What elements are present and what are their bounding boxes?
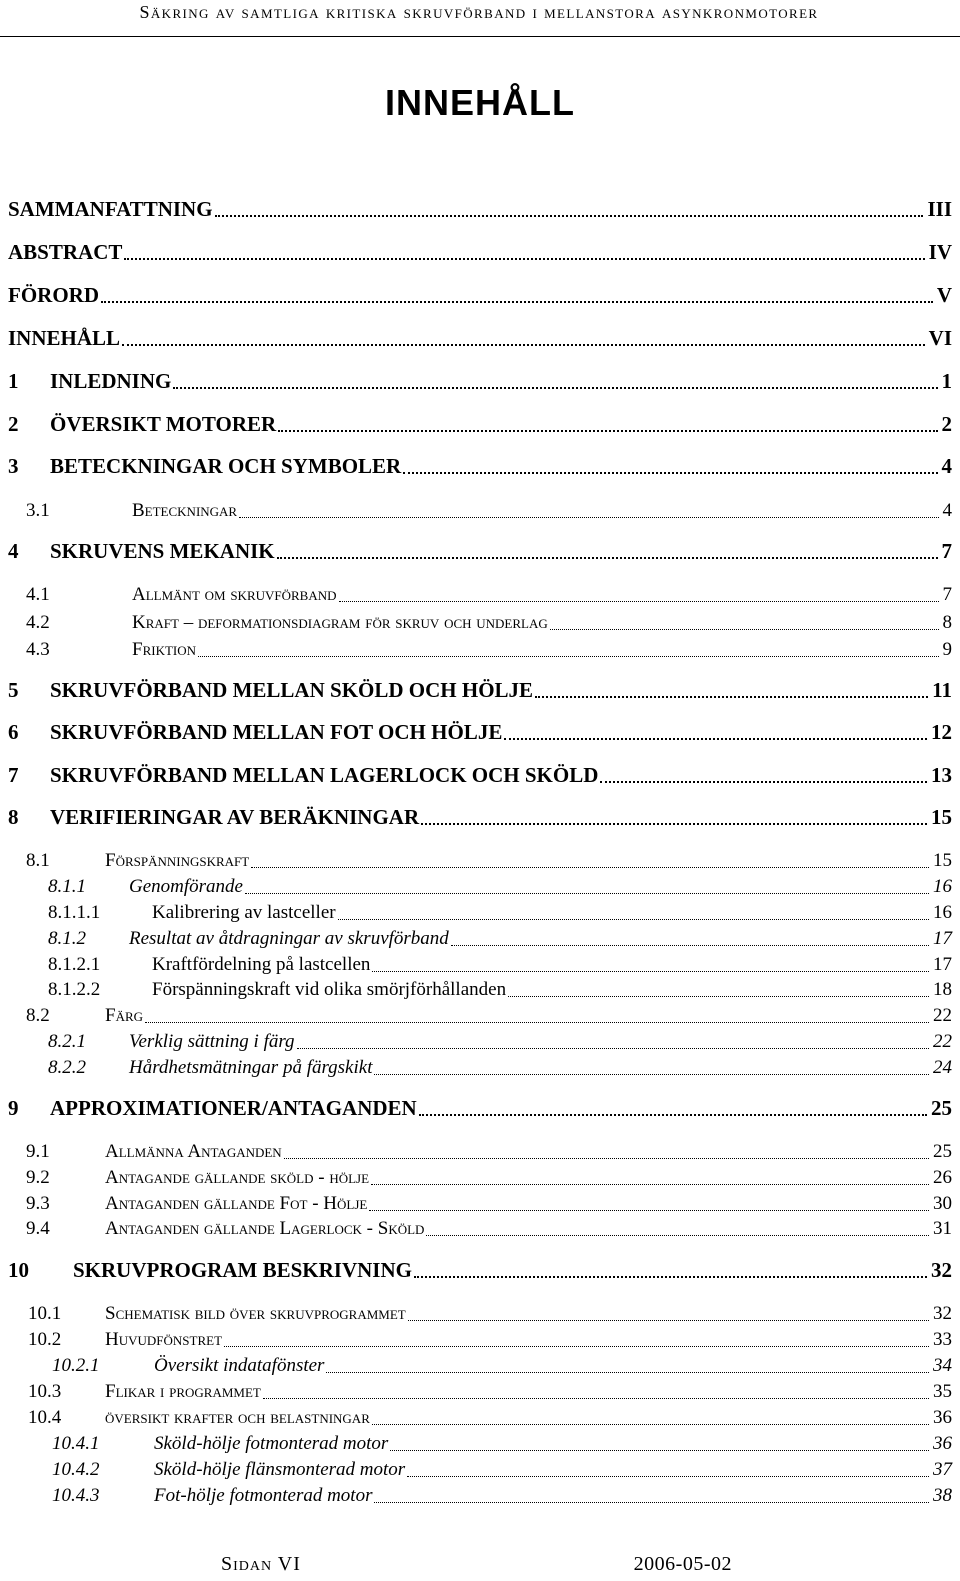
toc-entry-page: 15 <box>931 805 952 829</box>
toc-entry-number: 5 <box>8 678 19 702</box>
toc-entry-number: 8.1.2.1 <box>48 954 101 975</box>
toc-entry-page: 30 <box>933 1193 952 1214</box>
toc-entry[interactable] <box>0 951 960 977</box>
toc-entry-number: 6 <box>8 720 19 744</box>
toc-entry-number: 8.1.1.1 <box>48 902 101 923</box>
toc-leader-dots <box>198 656 939 657</box>
toc-entry-label: SKRUVENS MEKANIK <box>50 539 275 563</box>
toc-entry-label: Kraftfördelning på lastcellen <box>152 954 371 975</box>
toc-entry-label: Verklig sättning i färg <box>129 1031 295 1052</box>
toc-entry-label: Beteckningar <box>132 500 238 521</box>
toc-entry-page: VI <box>928 326 952 350</box>
toc-entry-label: Antagande gällande sköld - hölje <box>105 1167 370 1188</box>
toc-entry[interactable] <box>0 1258 960 1284</box>
toc-leader-dots <box>239 517 939 518</box>
toc-entry[interactable] <box>0 283 960 309</box>
toc-entry[interactable] <box>0 1378 960 1404</box>
toc-entry-number: 8 <box>8 805 19 829</box>
toc-entry-label: Flikar i programmet <box>105 1381 261 1402</box>
toc-entry[interactable] <box>0 326 960 352</box>
toc-entry-number: 10.3 <box>28 1381 62 1402</box>
toc-entry-label: Schematisk bild över skruvprogrammet <box>105 1303 406 1324</box>
toc-entry-label: Genomförande <box>129 876 243 897</box>
toc-entry-number: 10.4.1 <box>52 1433 100 1454</box>
toc-entry-number: 8.1 <box>26 850 50 871</box>
toc-entry-page: 2 <box>941 412 952 436</box>
toc-entry-page: 1 <box>941 369 952 393</box>
toc-entry-page: 13 <box>931 763 952 787</box>
toc-leader-dots <box>419 1114 927 1116</box>
toc-leader-dots <box>263 1398 929 1399</box>
toc-leader-dots <box>122 344 925 346</box>
toc-entry[interactable] <box>0 1190 960 1216</box>
toc-entry[interactable] <box>0 197 960 223</box>
toc-entry[interactable] <box>0 609 960 635</box>
toc-entry[interactable] <box>0 1300 960 1326</box>
toc-entry-page: 36 <box>933 1433 952 1454</box>
toc-entry-label: Kalibrering av lastceller <box>152 902 336 923</box>
toc-leader-dots <box>251 867 929 868</box>
toc-leader-dots <box>374 1074 929 1075</box>
toc-entry[interactable] <box>0 1002 960 1028</box>
toc-entry-page: 26 <box>933 1167 952 1188</box>
toc-entry-label: SKRUVFÖRBAND MELLAN FOT OCH HÖLJE <box>50 720 503 744</box>
toc-leader-dots <box>215 215 923 217</box>
toc-entry-number: 8.1.1 <box>48 876 86 897</box>
toc-entry-label: Allmänt om skruvförband <box>132 584 337 605</box>
toc-leader-dots <box>414 1276 927 1278</box>
toc-entry-label: ABSTRACT <box>8 240 123 264</box>
toc-entry-page: 32 <box>931 1258 952 1282</box>
running-header: Säkring av samtliga kritiska skruvförband i mellanstora asynkronmotorer <box>139 2 819 22</box>
toc-entry-label: APPROXIMATIONER/ANTAGANDEN <box>50 1096 417 1120</box>
toc-entry-page: IV <box>928 240 952 264</box>
toc-leader-dots <box>372 971 929 972</box>
toc-entry[interactable] <box>0 412 960 438</box>
toc-entry-label: Förspänningskraft vid olika smörjförhållanden <box>152 979 507 1000</box>
toc-entry-page: 11 <box>932 678 952 702</box>
toc-entry-page: 24 <box>933 1057 952 1078</box>
toc-entry-page: 37 <box>933 1459 952 1480</box>
toc-entry-number: 9.1 <box>26 1141 50 1162</box>
toc-entry-page: 7 <box>941 539 952 563</box>
toc-entry-page: 16 <box>933 876 952 897</box>
toc-entry-number: 9.3 <box>26 1193 50 1214</box>
toc-entry[interactable] <box>0 636 960 662</box>
toc-entry-page: 22 <box>933 1005 952 1026</box>
toc-entry-page: 15 <box>933 850 952 871</box>
toc-entry-page: 9 <box>942 639 952 660</box>
toc-entry-page: 16 <box>933 902 952 923</box>
toc-entry-label: Färg <box>105 1005 144 1026</box>
toc-leader-dots <box>173 387 938 389</box>
toc-entry-label: Sköld-hölje flänsmonterad motor <box>154 1459 406 1480</box>
toc-entry-page: 17 <box>933 928 952 949</box>
toc-entry[interactable] <box>0 1404 960 1430</box>
toc-entry-label: SAMMANFATTNING <box>8 197 213 221</box>
toc-leader-dots <box>145 1022 929 1023</box>
toc-entry-label: FÖRORD <box>8 283 99 307</box>
toc-entry-label: Fot-hölje fotmonterad motor <box>154 1485 373 1506</box>
toc-entry[interactable] <box>0 1352 960 1378</box>
toc-entry[interactable] <box>0 763 960 789</box>
toc-leader-dots <box>408 1320 929 1321</box>
toc-entry-page: 25 <box>931 1096 952 1120</box>
toc-leader-dots <box>426 1235 929 1236</box>
toc-entry-label: Allmänna Antaganden <box>105 1141 282 1162</box>
toc-leader-dots <box>338 919 929 920</box>
toc-entry-page: 33 <box>933 1329 952 1350</box>
toc-entry[interactable] <box>0 1482 960 1508</box>
toc-entry-number: 10.4.2 <box>52 1459 100 1480</box>
toc-entry-page: 12 <box>931 720 952 744</box>
toc-entry-label: Huvudfönstret <box>105 1329 223 1350</box>
footer-date: 2006-05-02 <box>633 1553 732 1575</box>
toc-leader-dots <box>224 1346 929 1347</box>
toc-entry-page: 25 <box>933 1141 952 1162</box>
toc-entry-label: SKRUVPROGRAM BESKRIVNING <box>73 1258 412 1282</box>
toc-entry[interactable] <box>0 581 960 607</box>
toc-leader-dots <box>407 1476 929 1477</box>
toc-entry-label: VERIFIERINGAR AV BERÄKNINGAR <box>50 805 420 829</box>
toc-entry[interactable] <box>0 539 960 565</box>
toc-leader-dots <box>369 1210 929 1211</box>
toc-entry-label: Hårdhetsmätningar på färgskikt <box>129 1057 373 1078</box>
toc-entry-number: 10.1 <box>28 1303 62 1324</box>
toc-entry-number: 2 <box>8 412 19 436</box>
toc-entry[interactable] <box>0 1054 960 1080</box>
toc-entry[interactable] <box>0 873 960 899</box>
toc-leader-dots <box>371 1184 929 1185</box>
toc-entry-page: 34 <box>933 1355 952 1376</box>
toc-leader-dots <box>504 738 927 740</box>
toc-entry[interactable] <box>0 240 960 266</box>
toc-entry-number: 4.1 <box>26 584 50 605</box>
toc-entry-number: 9.2 <box>26 1167 50 1188</box>
toc-leader-dots <box>374 1502 929 1503</box>
toc-entry-label: SKRUVFÖRBAND MELLAN LAGERLOCK OCH SKÖLD <box>50 763 599 787</box>
toc-entry-label: INLEDNING <box>50 369 172 393</box>
toc-entry[interactable] <box>0 454 960 480</box>
toc-leader-dots <box>372 1424 929 1425</box>
toc-entry[interactable] <box>0 720 960 746</box>
page-title: INNEHÅLL <box>385 82 575 123</box>
toc-entry-number: 10.4 <box>28 1407 62 1428</box>
toc-entry-label: SKRUVFÖRBAND MELLAN SKÖLD OCH HÖLJE <box>50 678 534 702</box>
toc-leader-dots <box>535 696 928 698</box>
toc-entry-page: 4 <box>941 454 952 478</box>
toc-entry[interactable] <box>0 1430 960 1456</box>
toc-entry[interactable] <box>0 369 960 395</box>
toc-entry-number: 4.3 <box>26 639 50 660</box>
toc-entry[interactable] <box>0 497 960 523</box>
toc-leader-dots <box>339 601 939 602</box>
toc-leader-dots <box>421 823 927 825</box>
toc-leader-dots <box>600 781 927 783</box>
toc-leader-dots <box>284 1158 929 1159</box>
toc-entry-number: 4 <box>8 539 19 563</box>
toc-entry-number: 8.2 <box>26 1005 50 1026</box>
toc-entry[interactable] <box>0 1215 960 1241</box>
toc-leader-dots <box>278 430 938 432</box>
toc-entry[interactable] <box>0 899 960 925</box>
toc-leader-dots <box>245 893 929 894</box>
toc-entry-number: 7 <box>8 763 19 787</box>
toc-entry-number: 3 <box>8 454 19 478</box>
toc-entry-page: 18 <box>933 979 952 1000</box>
toc-entry-label: Resultat av åtdragningar av skruvförband <box>129 928 449 949</box>
toc-entry-number: 9.4 <box>26 1218 50 1239</box>
toc-entry[interactable] <box>0 1164 960 1190</box>
toc-entry[interactable] <box>0 1096 960 1122</box>
toc-entry-page: 36 <box>933 1407 952 1428</box>
toc-entry-page: 4 <box>942 500 952 521</box>
toc-entry[interactable] <box>0 976 960 1002</box>
toc-entry-label: Förspänningskraft <box>105 850 250 871</box>
toc-entry-label: Friktion <box>132 639 197 660</box>
toc-entry-page: III <box>927 197 952 221</box>
toc-entry-label: Antaganden gällande Fot - Hölje <box>105 1193 368 1214</box>
toc-entry-number: 10.2.1 <box>52 1355 100 1376</box>
toc-entry-page: 8 <box>942 612 952 633</box>
toc-leader-dots <box>451 945 929 946</box>
toc-entry-number: 9 <box>8 1096 19 1120</box>
toc-leader-dots <box>326 1372 929 1373</box>
toc-entry-number: 10.4.3 <box>52 1485 100 1506</box>
toc-leader-dots <box>101 301 933 303</box>
toc-entry[interactable] <box>0 1138 960 1164</box>
toc-entry-number: 8.1.2 <box>48 928 86 949</box>
toc-entry[interactable] <box>0 678 960 704</box>
toc-entry-page: 38 <box>933 1485 952 1506</box>
toc-entry-label: ÖVERSIKT MOTORER <box>50 412 277 436</box>
toc-entry-number: 8.2.2 <box>48 1057 86 1078</box>
toc-entry-number: 1 <box>8 369 19 393</box>
toc-entry-page: 7 <box>942 584 952 605</box>
toc-entry-page: V <box>936 283 952 307</box>
toc-entry-label: Kraft – deformationsdiagram för skruv och underlag <box>132 612 548 633</box>
toc-entry[interactable] <box>0 925 960 951</box>
toc-leader-dots <box>277 557 938 559</box>
toc-entry-label: Antaganden gällande Lagerlock - Sköld <box>105 1218 425 1239</box>
toc-entry-page: 31 <box>933 1218 952 1239</box>
toc-leader-dots <box>403 472 938 474</box>
toc-leader-dots <box>390 1450 929 1451</box>
toc-leader-dots <box>550 629 939 630</box>
toc-entry-page: 35 <box>933 1381 952 1402</box>
toc-entry[interactable] <box>0 805 960 831</box>
toc-entry-page: 22 <box>933 1031 952 1052</box>
toc-entry-number: 10 <box>8 1258 29 1282</box>
footer-page-label: Sidan VI <box>221 1553 301 1575</box>
toc-entry-label: INNEHÅLL <box>8 326 121 350</box>
toc-entry-page: 32 <box>933 1303 952 1324</box>
toc-leader-dots <box>297 1048 929 1049</box>
toc-entry[interactable] <box>0 1456 960 1482</box>
toc-leader-dots <box>124 258 925 260</box>
toc-entry-label: Översikt indatafönster <box>154 1355 325 1376</box>
toc-entry-label: översikt krafter och belastningar <box>105 1407 370 1428</box>
toc-leader-dots <box>508 996 929 997</box>
toc-entry-page: 17 <box>933 954 952 975</box>
toc-entry-number: 3.1 <box>26 500 50 521</box>
toc-entry-label: Sköld-hölje fotmonterad motor <box>154 1433 389 1454</box>
toc-entry-number: 8.1.2.2 <box>48 979 101 1000</box>
toc-entry-label: BETECKNINGAR OCH SYMBOLER <box>50 454 402 478</box>
toc-entry-number: 8.2.1 <box>48 1031 86 1052</box>
toc-entry[interactable] <box>0 847 960 873</box>
toc-entry-number: 10.2 <box>28 1329 62 1350</box>
toc-entry[interactable] <box>0 1028 960 1054</box>
toc-entry-number: 4.2 <box>26 612 50 633</box>
toc-entry[interactable] <box>0 1326 960 1352</box>
